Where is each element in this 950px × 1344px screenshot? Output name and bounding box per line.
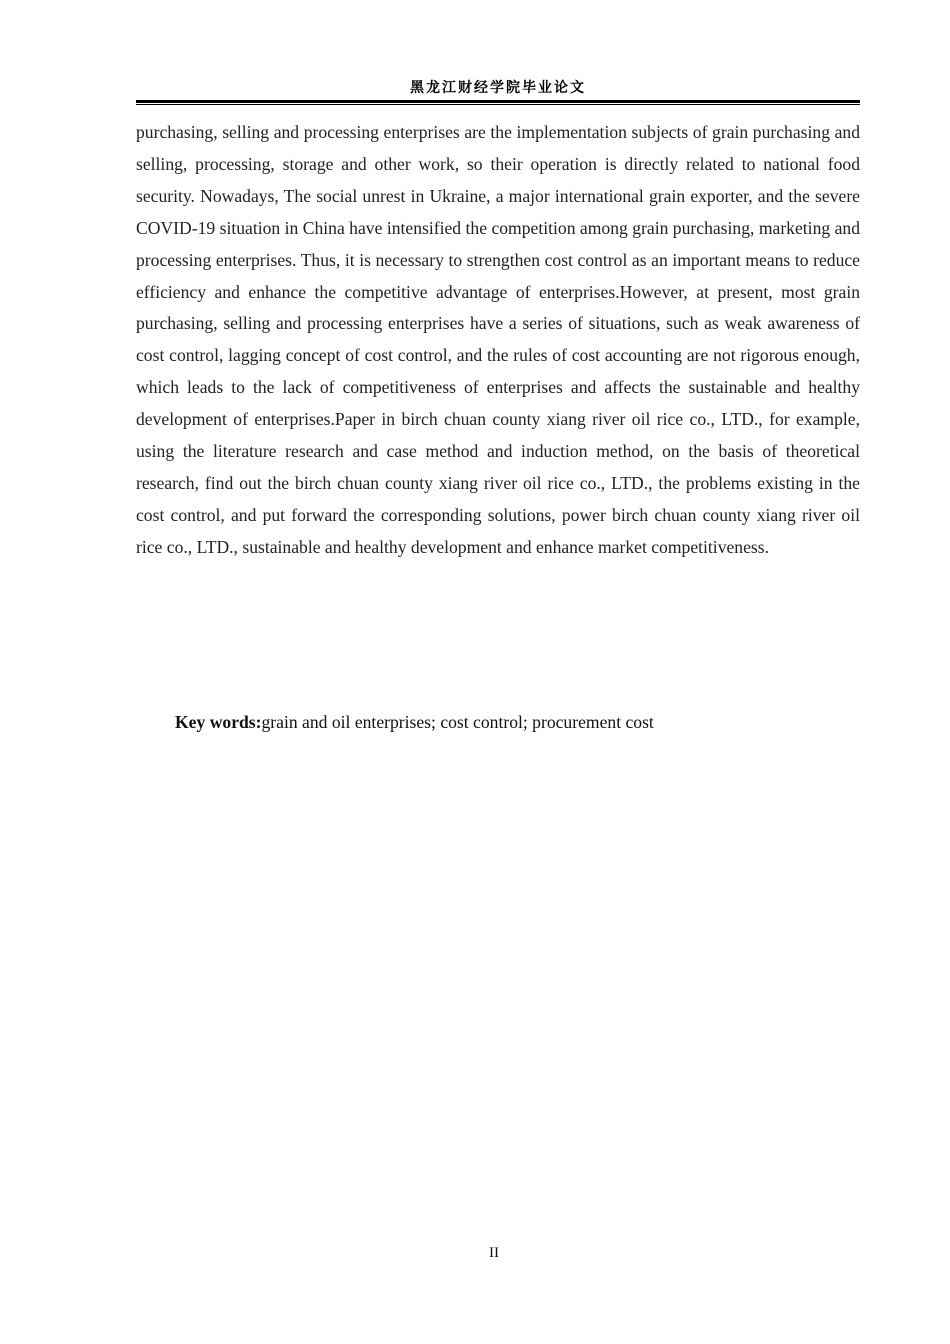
keywords-label: Key words: [175, 712, 262, 732]
keywords-value: grain and oil enterprises; cost control; procurement cost [261, 712, 654, 732]
page-header-title: 黑龙江财经学院毕业论文 [410, 80, 586, 96]
abstract-body-text: purchasing, selling and processing enterprises are the implementation subjects of grain purchasing and selling, processing, storage and other work, so their operation is directly related to national food security. Nowadays, The social unrest in Ukraine, a major international grain exporter, and the severe COVID-19 situation in China have intensified the competition among grain purchasing, marketing and processing enterprises. Thus, it is necessary to strengthen cost control as an important means to reduce efficiency and enhance the competitive advantage of enterprises.However, at present, most grain purchasing, selling and processing enterprises have a series of situations, such as weak awareness of cost control, lagging concept of cost control, and the rules of cost accounting are not rigorous enough, which leads to the lack of competitiveness of enterprises and affects the sustainable and healthy development of enterprises.Paper in birch chuan county xiang river oil rice co., LTD., for example, using the literature research and case method and induction method, on the basis of theoretical research, find out the birch chuan county xiang river oil rice co., LTD., the problems existing in the cost control, and put forward the corresponding solutions, power birch chuan county xiang river oil rice co., LTD., sustainable and healthy development and enhance market competitiveness. [136, 122, 860, 557]
header-rule-thick [136, 100, 860, 103]
header-rule-thin [136, 104, 860, 105]
keywords-line [175, 708, 860, 736]
page-number: II [489, 1245, 499, 1261]
